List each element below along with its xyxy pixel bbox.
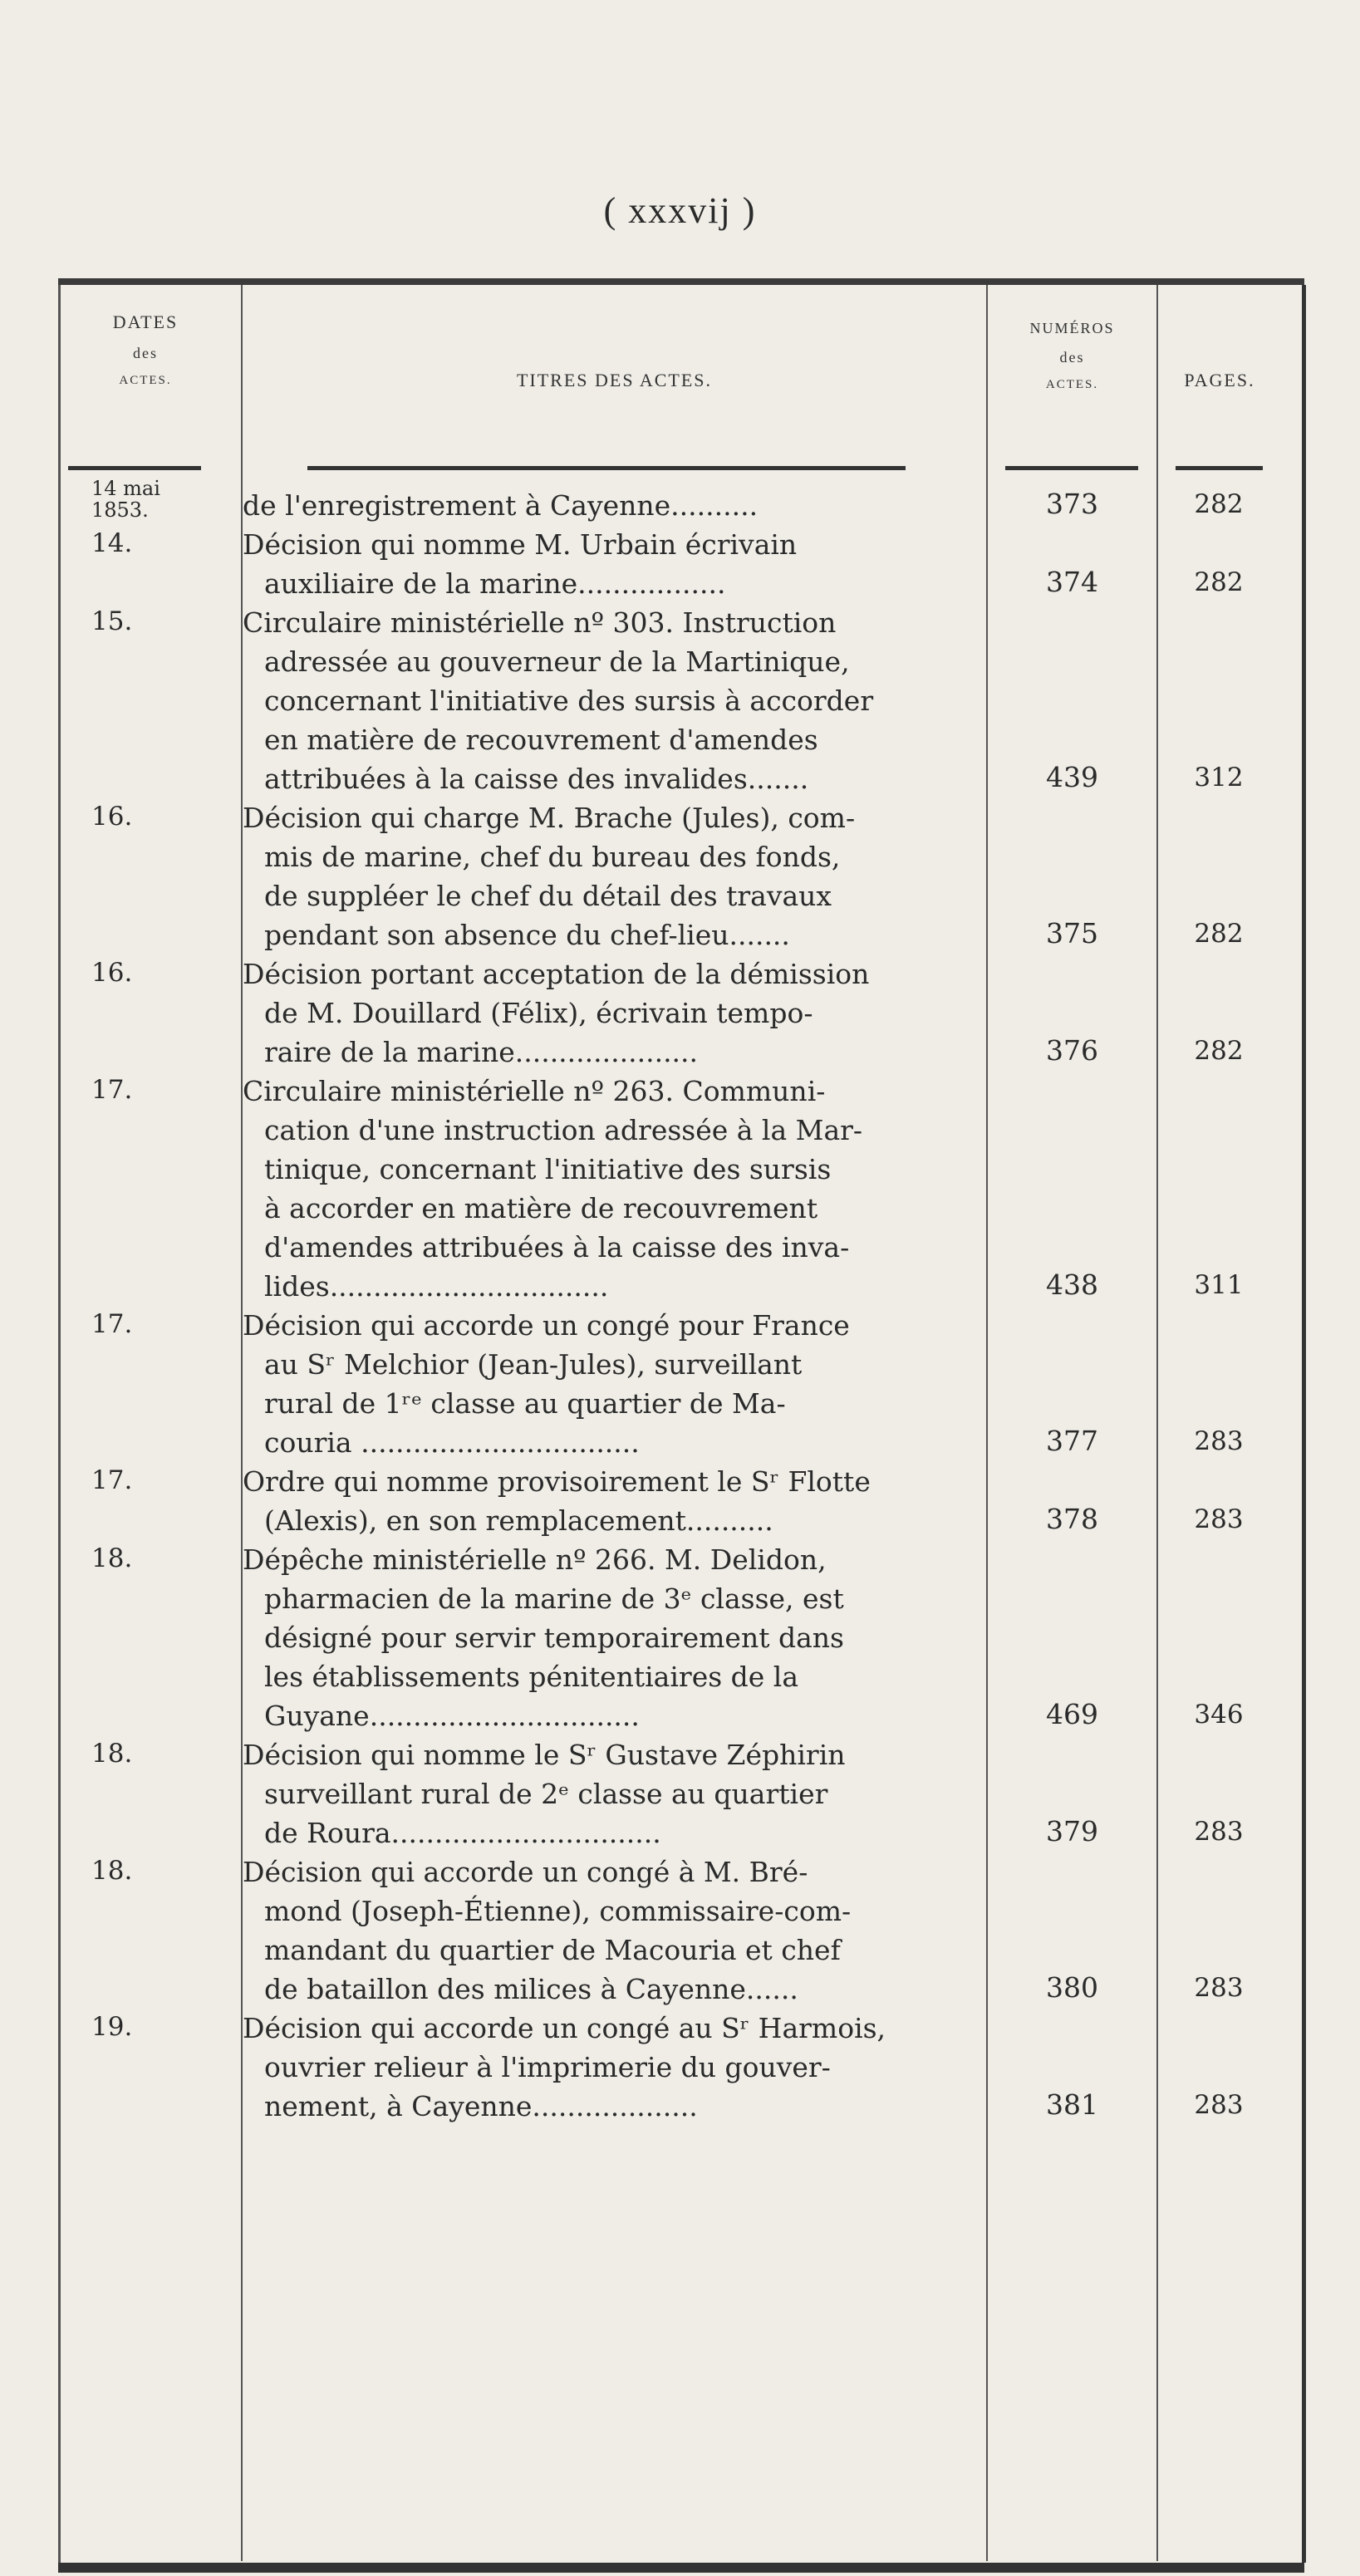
act-title-line: Décision qui nomme M. Urbain écrivain xyxy=(243,528,798,561)
act-date xyxy=(91,2012,233,2042)
act-title xyxy=(243,525,982,603)
act-number: 380 xyxy=(1046,1971,1098,2004)
table-row xyxy=(58,1306,1304,1462)
header-dates-line3: ACTES. xyxy=(119,374,172,387)
act-title-line: tinique, concernant l'initiative des sursis xyxy=(264,1153,832,1185)
table-row xyxy=(58,798,1304,954)
act-date xyxy=(91,1739,233,1769)
act-title-line: auxiliaire de la marine................. xyxy=(264,567,726,600)
act-title-line: nement, à Cayenne................... xyxy=(264,2090,698,2122)
act-number: 374 xyxy=(1046,566,1098,598)
act-number: 378 xyxy=(1046,1503,1098,1535)
act-number: 438 xyxy=(1046,1268,1098,1301)
act-title xyxy=(243,954,982,1072)
act-date-day: 18. xyxy=(91,1543,133,1573)
act-date xyxy=(91,958,233,988)
act-page: 311 xyxy=(1194,1270,1244,1300)
table-row xyxy=(58,525,1304,603)
page-header: ( xxxvij ) xyxy=(603,190,757,231)
act-title-line: pendant son absence du chef-lieu....... xyxy=(264,919,790,951)
act-title-line: en matière de recouvrement d'amendes xyxy=(264,724,818,756)
act-page: 282 xyxy=(1194,919,1244,949)
act-title-line: ouvrier relieur à l'imprimerie du gouver- xyxy=(264,2051,831,2083)
act-page: 282 xyxy=(1194,489,1244,519)
table-row xyxy=(58,1072,1304,1306)
act-date xyxy=(91,528,233,558)
act-title-line: mandant du quartier de Macouria et chef xyxy=(264,1934,841,1966)
act-page: 282 xyxy=(1194,567,1244,597)
act-title-line: mond (Joseph-Étienne), commissaire-com- xyxy=(264,1895,852,1927)
act-date-day: 14 mai xyxy=(91,477,160,500)
act-title-line: désigné pour servir temporairement dans xyxy=(264,1622,844,1654)
act-page: 283 xyxy=(1194,1504,1244,1534)
act-title-line: attribuées à la caisse des invalides....... xyxy=(264,763,809,795)
act-title-line: Décision qui accorde un congé pour France xyxy=(243,1309,850,1342)
act-date-day: 19. xyxy=(91,2012,133,2042)
table-row xyxy=(58,603,1304,798)
act-title xyxy=(243,1072,982,1306)
act-date-day: 15. xyxy=(91,606,133,636)
act-title-line: Guyane............................... xyxy=(264,1700,640,1732)
header-dates-line2: des xyxy=(133,345,158,361)
act-number: 439 xyxy=(1046,761,1098,793)
act-title-line: (Alexis), en son remplacement.......... xyxy=(264,1504,773,1537)
act-title-line: lides................................ xyxy=(264,1270,609,1303)
act-title-line: Décision portant acceptation de la démission xyxy=(243,958,870,990)
act-date xyxy=(91,1075,233,1105)
act-title-line: Circulaire ministérielle nº 303. Instruction xyxy=(243,606,837,639)
act-date-day: 17. xyxy=(91,1465,133,1495)
act-page: 283 xyxy=(1194,2090,1244,2120)
act-title xyxy=(243,2009,982,2126)
act-number: 381 xyxy=(1046,2088,1098,2121)
act-title-line: au Sʳ Melchior (Jean-Jules), surveillant xyxy=(264,1348,803,1381)
act-number: 376 xyxy=(1046,1034,1098,1067)
act-page: 283 xyxy=(1194,1817,1244,1847)
act-title xyxy=(243,1306,982,1462)
act-date-day: 16. xyxy=(91,802,133,832)
act-date-day: 18. xyxy=(91,1856,133,1886)
act-title-line: de l'enregistrement à Cayenne.......... xyxy=(243,489,759,522)
table-row xyxy=(58,1462,1304,1540)
act-date-day: 17. xyxy=(91,1075,133,1105)
act-date-day: 16. xyxy=(91,958,133,988)
act-title xyxy=(243,1540,982,1735)
act-title-line: Dépêche ministérielle nº 266. M. Delidon, xyxy=(243,1543,827,1576)
act-title-line: de M. Douillard (Félix), écrivain tempo- xyxy=(264,997,813,1029)
act-date xyxy=(91,478,233,521)
act-date xyxy=(91,1856,233,1886)
act-number: 373 xyxy=(1046,488,1098,520)
table-row xyxy=(58,1735,1304,1852)
act-title-line: cation d'une instruction adressée à la Mar- xyxy=(264,1114,863,1146)
act-title xyxy=(243,603,982,798)
top-rule xyxy=(58,278,1304,285)
header-dates-line1: DATES xyxy=(112,312,179,332)
act-title-line: pharmacien de la marine de 3ᵉ classe, est xyxy=(264,1582,844,1615)
act-title-line: couria ................................ xyxy=(264,1426,640,1459)
act-page: 282 xyxy=(1194,1036,1244,1066)
act-number: 375 xyxy=(1046,917,1098,949)
table-row xyxy=(58,1540,1304,1735)
act-page: 346 xyxy=(1194,1700,1244,1730)
act-title-line: Décision qui accorde un congé au Sʳ Harmois, xyxy=(243,2012,886,2044)
header-separator xyxy=(307,466,906,470)
act-date-year: 1853. xyxy=(91,498,149,522)
act-title-line: de suppléer le chef du détail des travaux xyxy=(264,880,832,912)
header-numeros xyxy=(987,320,1157,392)
act-date xyxy=(91,1543,233,1573)
act-title-line: de Roura............................... xyxy=(264,1817,661,1849)
act-title xyxy=(243,1735,982,1852)
act-page: 312 xyxy=(1194,763,1244,792)
act-title-line: rural de 1ʳᵉ classe au quartier de Ma- xyxy=(264,1387,786,1420)
act-title-line: Décision qui charge M. Brache (Jules), com- xyxy=(243,802,856,834)
act-date xyxy=(91,802,233,832)
act-title-line: Circulaire ministérielle nº 263. Communi- xyxy=(243,1075,826,1107)
act-date xyxy=(91,606,233,636)
table-row xyxy=(58,954,1304,1072)
act-number: 469 xyxy=(1046,1698,1098,1730)
table-row xyxy=(58,2009,1304,2126)
act-title-line: Décision qui accorde un congé à M. Bré- xyxy=(243,1856,808,1888)
act-title-line: d'amendes attribuées à la caisse des inva- xyxy=(264,1231,850,1263)
act-date-day: 14. xyxy=(91,528,133,558)
table-row xyxy=(58,477,1304,525)
act-title-line: à accorder en matière de recouvrement xyxy=(264,1192,818,1224)
act-title-line: raire de la marine..................... xyxy=(264,1036,699,1068)
act-number: 379 xyxy=(1046,1815,1098,1847)
header-separator xyxy=(1005,466,1138,470)
act-title xyxy=(243,1462,982,1540)
act-title-line: surveillant rural de 2ᵉ classe au quartier xyxy=(264,1778,828,1810)
act-title xyxy=(243,1852,982,2009)
header-dates xyxy=(66,312,224,388)
act-date-day: 18. xyxy=(91,1739,133,1769)
act-title-line: les établissements pénitentiaires de la xyxy=(264,1661,799,1693)
act-date xyxy=(91,1309,233,1339)
act-date xyxy=(91,1465,233,1495)
table-row xyxy=(58,1852,1304,2009)
act-title-line: de bataillon des milices à Cayenne...... xyxy=(264,1973,798,2005)
header-pages: PAGES. xyxy=(1184,370,1255,390)
header-separator xyxy=(68,466,201,470)
header-numeros-line3: ACTES. xyxy=(1045,378,1099,391)
act-title-line: mis de marine, chef du bureau des fonds, xyxy=(264,841,841,873)
header-separator xyxy=(1176,466,1263,470)
act-title-line: adressée au gouverneur de la Martinique, xyxy=(264,645,850,678)
header-numeros-line2: des xyxy=(1059,349,1085,366)
header-titres: TITRES DES ACTES. xyxy=(516,370,713,390)
act-title-line: Ordre qui nomme provisoirement le Sʳ Flotte xyxy=(243,1465,871,1498)
header-numeros-line1: NUMÉROS xyxy=(1029,320,1115,336)
acts-table xyxy=(58,278,1304,2571)
act-title-line: Décision qui nomme le Sʳ Gustave Zéphirin xyxy=(243,1739,846,1771)
act-title xyxy=(243,798,982,954)
act-date-day: 17. xyxy=(91,1309,133,1339)
act-title xyxy=(243,486,982,525)
act-page: 283 xyxy=(1194,1973,1244,2003)
act-page: 283 xyxy=(1194,1426,1244,1456)
act-number: 377 xyxy=(1046,1425,1098,1457)
bottom-rule xyxy=(58,2563,1304,2573)
act-title-line: concernant l'initiative des sursis à accorder xyxy=(264,684,874,717)
